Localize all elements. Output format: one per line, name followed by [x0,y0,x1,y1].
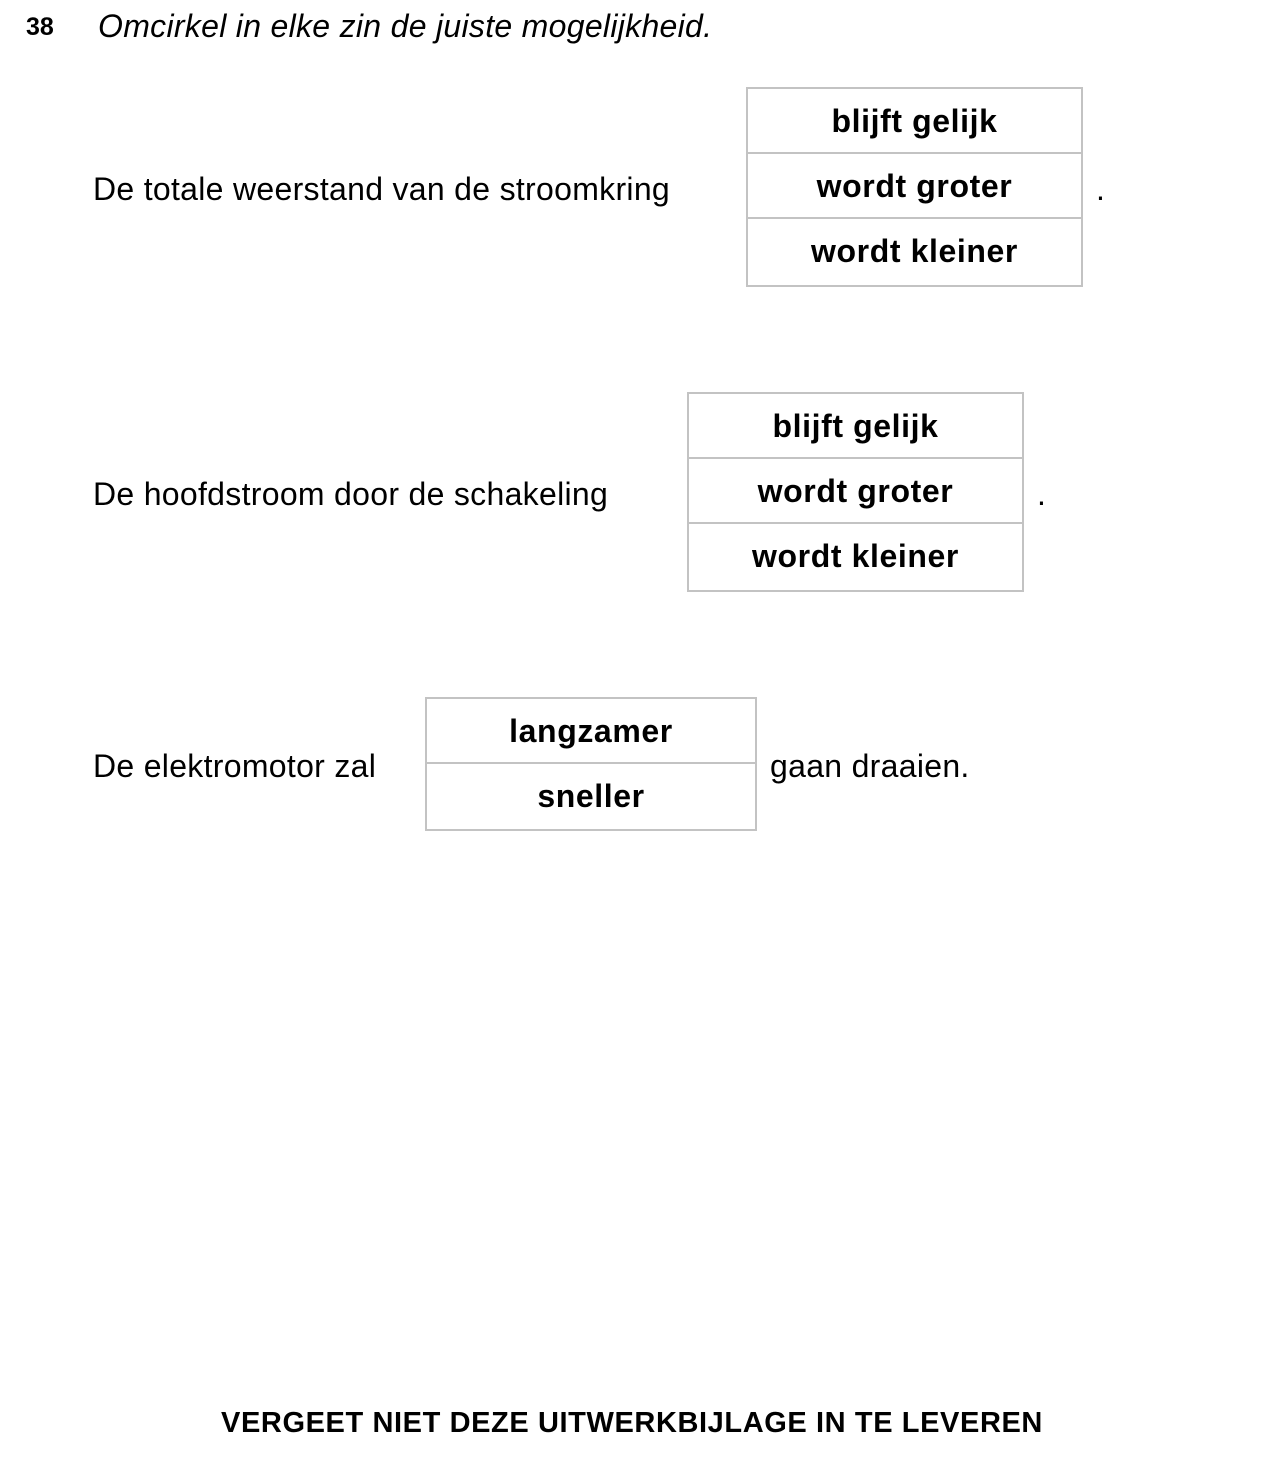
footer-reminder: VERGEET NIET DEZE UITWERKBIJLAGE IN TE LEVEREN [221,1407,1043,1439]
item-2-text-before: De hoofdstroom door de schakeling [93,476,609,512]
item-3-text-before: De elektromotor zal [93,748,377,784]
item-2-choice-box [687,392,1024,592]
item-3-text-after: gaan draaien. [770,748,970,784]
item-2-text-after: . [1037,476,1047,512]
item-1-option-wordt-kleiner[interactable]: wordt kleiner [811,233,1018,269]
item-2-option-wordt-groter[interactable]: wordt groter [689,459,1022,524]
question-number: 38 [26,13,54,41]
item-3-option-sneller[interactable]: sneller [537,778,645,814]
item-2-option-wordt-kleiner[interactable]: wordt kleiner [752,538,959,574]
question-instruction: Omcirkel in elke zin de juiste mogelijkheid. [98,8,713,44]
item-1-choice-box [746,87,1083,287]
item-1-option-blijft-gelijk[interactable]: blijft gelijk [748,89,1081,154]
item-1-text-before: De totale weerstand van de stroomkring [93,171,671,207]
item-1-text-after: . [1096,171,1106,207]
item-3-option-langzamer[interactable]: langzamer [427,699,755,764]
item-1-option-wordt-groter[interactable]: wordt groter [748,154,1081,219]
item-3-choice-box [425,697,757,831]
item-2-option-blijft-gelijk[interactable]: blijft gelijk [689,394,1022,459]
